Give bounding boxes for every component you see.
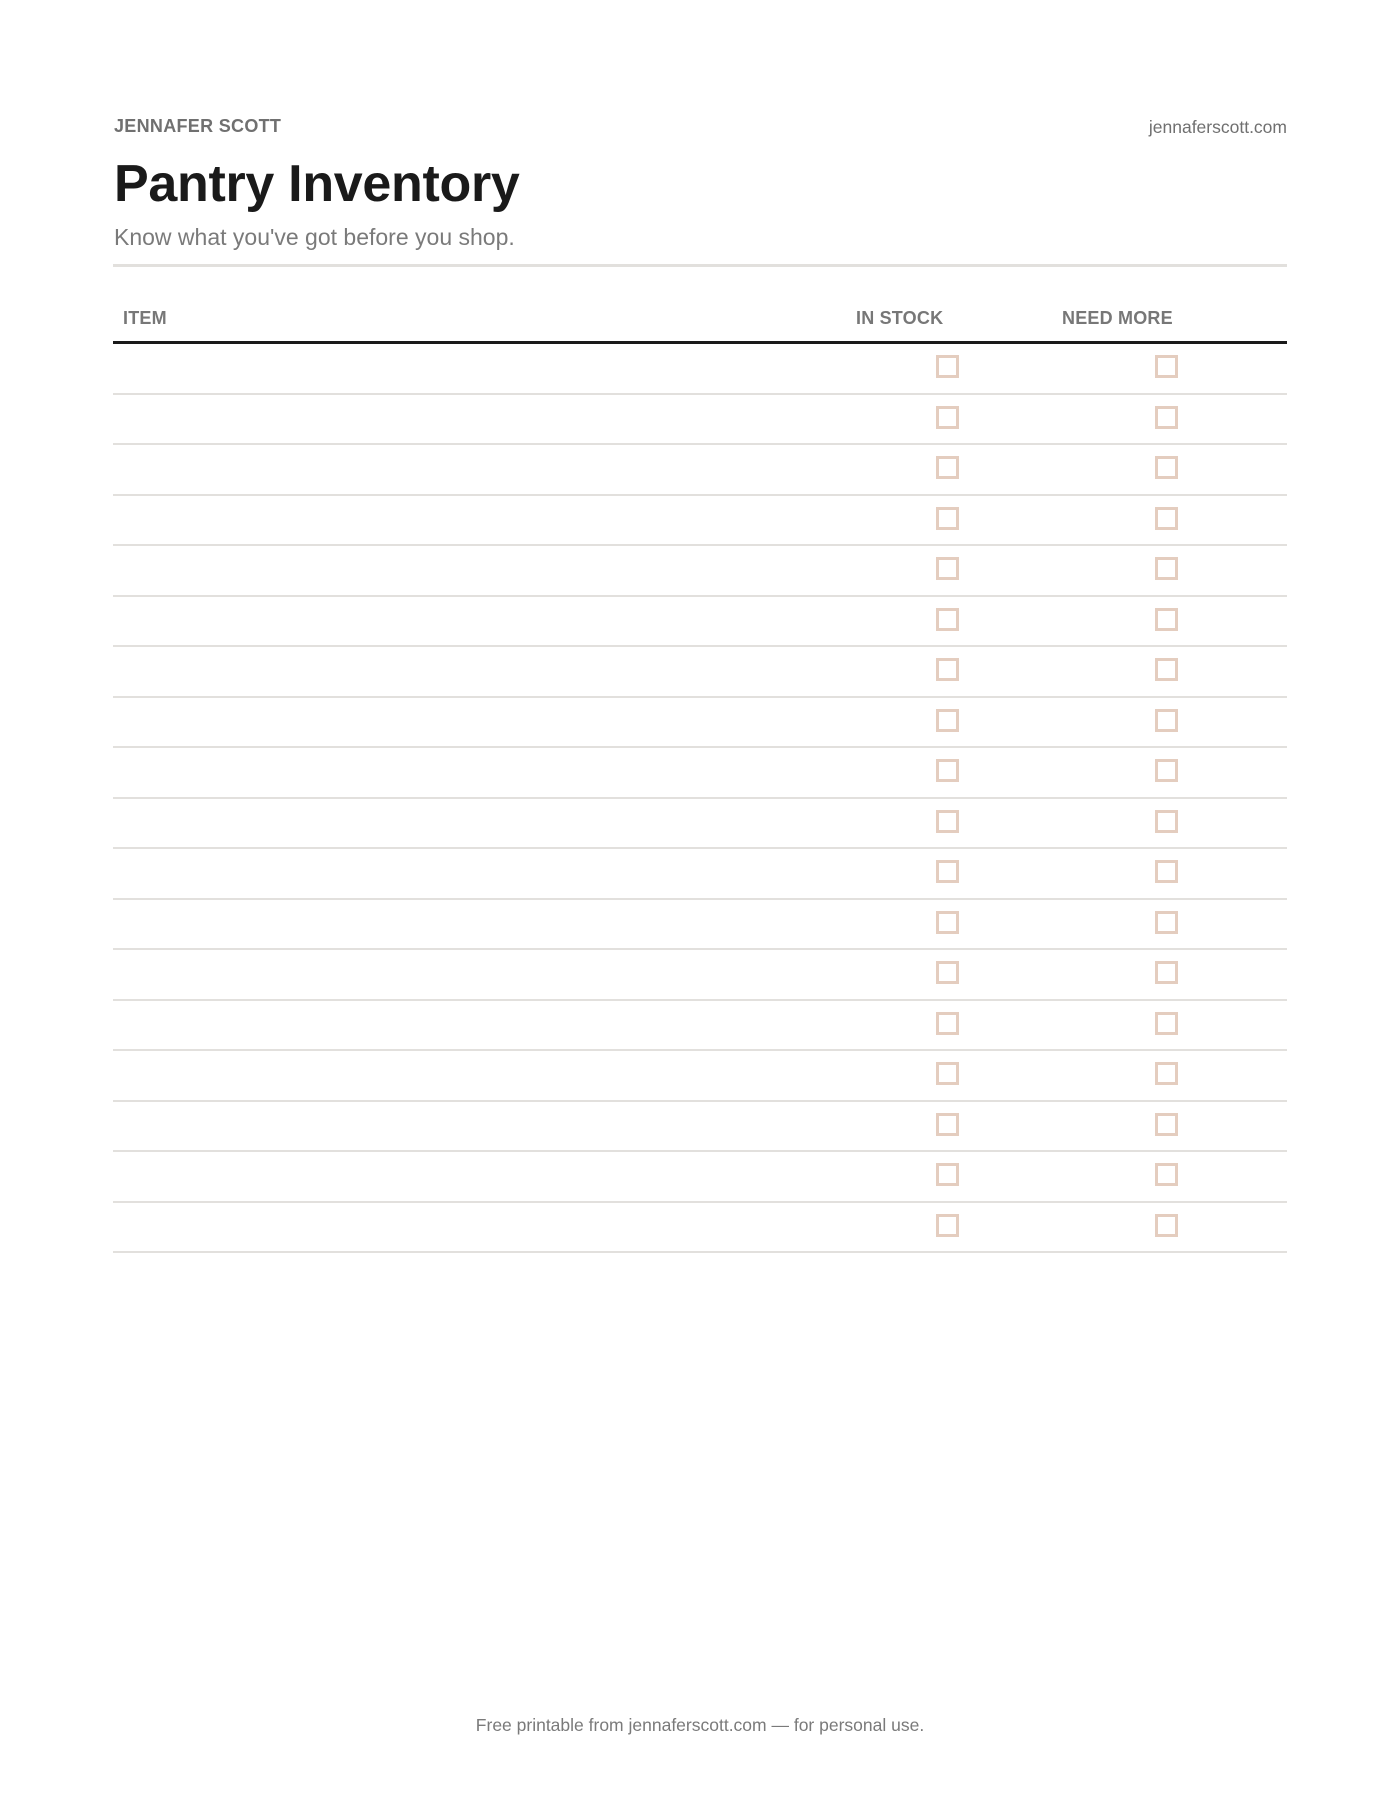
table-row	[113, 445, 1287, 496]
printable-page	[113, 0, 1287, 1812]
need-more-checkbox[interactable]	[1155, 406, 1178, 429]
need-more-checkbox[interactable]	[1155, 507, 1178, 530]
in-stock-checkbox[interactable]	[936, 1163, 959, 1186]
table-row	[113, 698, 1287, 749]
table-row	[113, 344, 1287, 395]
table-row	[113, 496, 1287, 547]
need-more-checkbox[interactable]	[1155, 557, 1178, 580]
in-stock-checkbox[interactable]	[936, 860, 959, 883]
in-stock-checkbox[interactable]	[936, 1214, 959, 1237]
in-stock-checkbox[interactable]	[936, 911, 959, 934]
in-stock-checkbox[interactable]	[936, 1113, 959, 1136]
table-row	[113, 950, 1287, 1001]
need-more-checkbox[interactable]	[1155, 1113, 1178, 1136]
table-row	[113, 1152, 1287, 1203]
table-row	[113, 1001, 1287, 1052]
in-stock-checkbox[interactable]	[936, 961, 959, 984]
table-row	[113, 1203, 1287, 1254]
in-stock-checkbox[interactable]	[936, 355, 959, 378]
inventory-table-body	[113, 344, 1287, 1253]
in-stock-checkbox[interactable]	[936, 1062, 959, 1085]
table-row	[113, 900, 1287, 951]
need-more-checkbox[interactable]	[1155, 911, 1178, 934]
table-row	[113, 849, 1287, 900]
need-more-checkbox[interactable]	[1155, 1012, 1178, 1035]
page-title: Pantry Inventory	[114, 155, 520, 213]
in-stock-checkbox[interactable]	[936, 557, 959, 580]
need-more-checkbox[interactable]	[1155, 759, 1178, 782]
table-row	[113, 395, 1287, 446]
need-more-checkbox[interactable]	[1155, 1214, 1178, 1237]
in-stock-checkbox[interactable]	[936, 658, 959, 681]
table-row	[113, 546, 1287, 597]
need-more-checkbox[interactable]	[1155, 1062, 1178, 1085]
column-header-in-stock: IN STOCK	[856, 308, 944, 328]
title-divider	[113, 264, 1287, 267]
in-stock-checkbox[interactable]	[936, 456, 959, 479]
need-more-checkbox[interactable]	[1155, 658, 1178, 681]
in-stock-checkbox[interactable]	[936, 810, 959, 833]
column-header-need-more: NEED MORE	[1062, 308, 1173, 328]
table-row	[113, 1102, 1287, 1153]
need-more-checkbox[interactable]	[1155, 608, 1178, 631]
brand-name: JENNAFER SCOTT	[114, 116, 282, 136]
in-stock-checkbox[interactable]	[936, 507, 959, 530]
need-more-checkbox[interactable]	[1155, 810, 1178, 833]
table-row	[113, 748, 1287, 799]
table-row	[113, 1051, 1287, 1102]
in-stock-checkbox[interactable]	[936, 709, 959, 732]
need-more-checkbox[interactable]	[1155, 1163, 1178, 1186]
page-subtitle: Know what you've got before you shop.	[114, 224, 515, 250]
need-more-checkbox[interactable]	[1155, 961, 1178, 984]
in-stock-checkbox[interactable]	[936, 406, 959, 429]
table-row	[113, 597, 1287, 648]
site-url: jennaferscott.com	[1148, 117, 1287, 137]
need-more-checkbox[interactable]	[1155, 709, 1178, 732]
in-stock-checkbox[interactable]	[936, 608, 959, 631]
in-stock-checkbox[interactable]	[936, 759, 959, 782]
table-row	[113, 799, 1287, 850]
table-row	[113, 647, 1287, 698]
in-stock-checkbox[interactable]	[936, 1012, 959, 1035]
need-more-checkbox[interactable]	[1155, 860, 1178, 883]
column-header-item: ITEM	[123, 308, 167, 328]
need-more-checkbox[interactable]	[1155, 355, 1178, 378]
need-more-checkbox[interactable]	[1155, 456, 1178, 479]
footer-note: Free printable from jennaferscott.com — for personal use.	[475, 1715, 925, 1735]
